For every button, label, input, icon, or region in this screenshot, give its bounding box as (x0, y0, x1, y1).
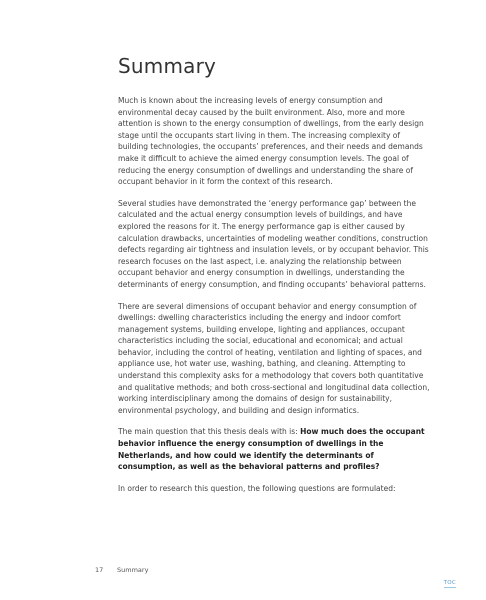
paragraph-performance-gap: Several studies have demonstrated the ‘energy performance gap’ between the calculated and the actual energy consumption levels of buildings, and have explored the reasons for it. The energy performance gap is either caused by calculation drawbacks, uncertainties of modeling weather conditions, construction defects regarding air tightness and insulation levels, or by occupant behavior. This research focuses on the last aspect, i.e. analyzing the relationship between occupant behavior and energy consumption in dwellings, understanding the determinants of energy consumption, and finding occupants’ behavioral patterns. (118, 198, 429, 289)
paragraph-context: Much is known about the increasing levels of energy consumption and environmental decay caused by the built environment. Also, more and more attention is shown to the energy consumption of dwellings, from the early design stage until the occupants start living in them. The increasing complexity of building technologies, the occupants’ preferences, and their needs and demands make it difficult to achieve the aimed energy consumption levels. The goal of reducing the energy consumption of dwellings and understanding the share of occupant behavior in it form the context of this research. (118, 96, 424, 187)
page-number: 17 (95, 566, 104, 574)
footer-section-label: Summary (117, 566, 149, 574)
page-footer (0, 566, 486, 586)
paragraph-main-question (118, 426, 430, 472)
toc-link[interactable]: TOC (443, 580, 456, 586)
page-title: Summary (118, 54, 217, 78)
paragraph-closing: In order to research this question, the following questions are formulated: (118, 483, 396, 493)
main-question-text: How much does the occupant behavior influence the energy consumption of dwellings in the Netherlands, and how could we identify the determinants of consumption, as well as the behavioral patterns and profiles? (118, 427, 425, 472)
main-question-intro: The main question that this thesis deals with is: (118, 427, 301, 437)
paragraph-dimensions: There are several dimensions of occupant behavior and energy consumption of dwellings: dwelling characteristics including the energy and indoor comfort management systems, building envelope, lighting and appliances, occupant characteristics including the social, educational and economical; and actual behavior, including the control of heating, ventilation and lighting of spaces, and appliance use, hot water use, washing, bathing, and cleaning. Attempting to understand this complexity asks for a methodology that covers both quantitative and qualitative methods; and both cross-sectional and longitudinal data collection, working interdisciplinary among the domains of design for sustainability, environmental psychology, and building and design informatics. (118, 301, 430, 415)
summary-body (118, 95, 430, 504)
